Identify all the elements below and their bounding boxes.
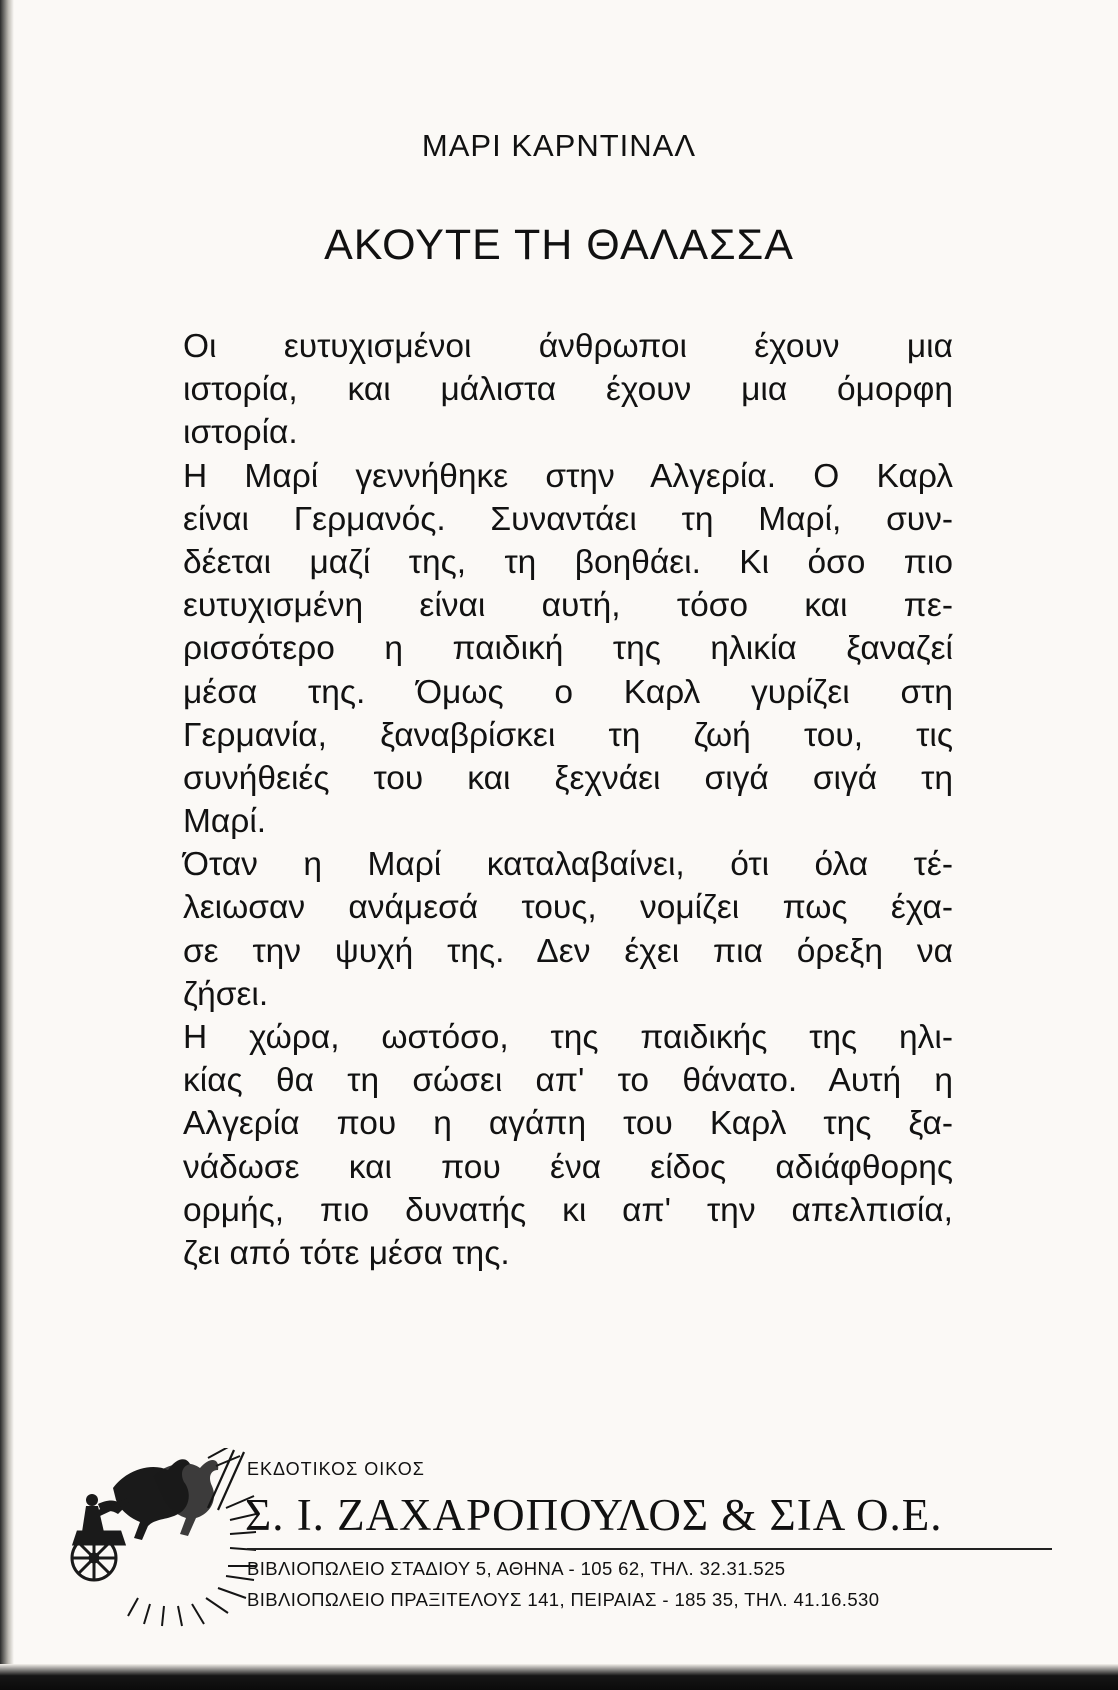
synopsis-line: σε την ψυχή της. Δεν έχει πια όρεξη να [183, 932, 953, 970]
synopsis-line: Μαρί. [183, 803, 267, 841]
synopsis-line: Η χώρα, ωστόσο, της παιδικής της ηλι- [183, 1019, 953, 1056]
book-title: ΑΚΟΥΤΕ ΤΗ ΘΑΛΑΣΣΑ [324, 221, 794, 269]
synopsis-line: ρισσότερο η παιδική της ηλικία ξαναζεί [183, 630, 953, 668]
synopsis-line: ζήσει. [183, 975, 269, 1013]
synopsis-line: είναι Γερμανός. Συναντάει τη Μαρί, συν- [183, 500, 953, 538]
synopsis-line: Η Μαρί γεννήθηκε στην Αλγερία. Ο Καρλ [183, 457, 953, 495]
synopsis-line: ευτυχισμένη είναι αυτή, τόσο και πε- [183, 587, 953, 625]
synopsis-line: μέσα της. Όμως ο Καρλ γυρίζει στη [183, 673, 953, 711]
synopsis-line: ιστορία. [183, 414, 298, 452]
synopsis-line: νάδωσε και που ένα είδος αδιάφθορης [183, 1148, 953, 1186]
divider [247, 1548, 1052, 1550]
publisher-label: ΕΚΔΟΤΙΚΟΣ ΟΙΚΟΣ [247, 1459, 425, 1479]
chariot-horses-logo-icon [58, 1448, 258, 1628]
synopsis-line: Γερμανία, ξαναβρίσκει τη ζωή του, τις [183, 716, 953, 754]
synopsis-line: λειωσαν ανάμεσά τους, νομίζει πως έχα- [183, 889, 953, 927]
synopsis-line: κίας θα τη σώσει απ' το θάνατο. Αυτή η [183, 1062, 953, 1100]
synopsis-line: Αλγερία που η αγάπη του Καρλ της ξα- [183, 1105, 953, 1143]
page-edge-shadow-bottom [0, 1664, 1118, 1690]
synopsis-line: Όταν η Μαρί καταλαβαίνει, ότι όλα τέ- [183, 846, 953, 884]
author-name: ΜΑΡΙ ΚΑΡΝΤΙΝΑΛ [421, 128, 697, 163]
synopsis-text [183, 325, 953, 1275]
publisher-name: Σ. Ι. ΖΑΧΑΡΟΠΟΥΛΟΣ & ΣΙΑ Ο.Ε. [245, 1490, 943, 1540]
synopsis-line: ιστορία, και μάλιστα έχουν μια όμορφη [183, 371, 953, 409]
bookstore-address-piraeus: ΒΙΒΛΙΟΠΩΛΕΙΟ ΠΡΑΞΙΤΕΛΟΥΣ 141, ΠΕΙΡΑΙΑΣ - 185 35, ΤΗΛ. 41.16.530 [247, 1589, 880, 1610]
synopsis-line: ορμής, πιο δυνατής κι απ' την απελπισία, [183, 1191, 953, 1229]
synopsis-line: Οι ευτυχισμένοι άνθρωποι έχουν μια [183, 328, 953, 365]
bookstore-address-athens: ΒΙΒΛΙΟΠΩΛΕΙΟ ΣΤΑΔΙΟΥ 5, ΑΘΗΝΑ - 105 62, ΤΗΛ. 32.31.525 [247, 1558, 786, 1579]
synopsis-line: ζει από τότε μέσα της. [183, 1234, 510, 1272]
synopsis-line: δέεται μαζί της, τη βοηθάει. Κι όσο πιο [183, 543, 953, 581]
synopsis-line: συνήθειές του και ξεχνάει σιγά σιγά τη [183, 759, 953, 797]
